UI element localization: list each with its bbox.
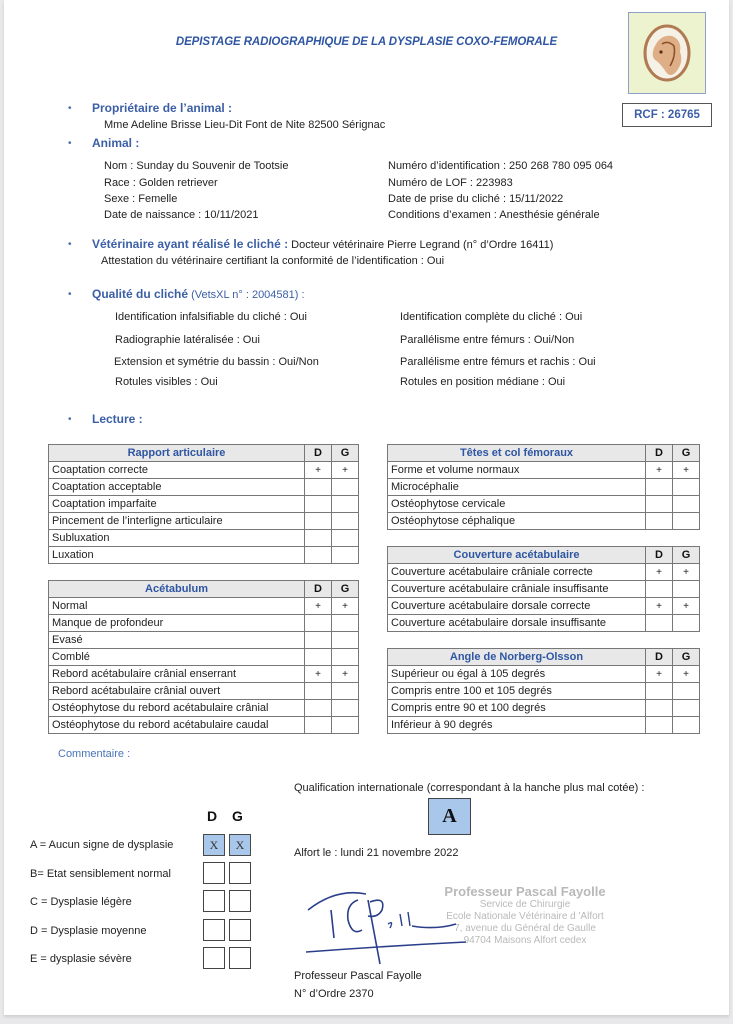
grade-b-g-checkbox[interactable] [229, 862, 251, 884]
col-g-header: G [332, 581, 359, 598]
surgery-stamp: Professeur Pascal Fayolle Service de Chirurgie Ecole Nationale Vétérinaire d 'Alfort 7, avenue du Général de Gaulle 94704 Maisons Alfort cedex [444, 884, 606, 946]
rcf-number-box: RCF : 26765 [622, 103, 712, 127]
col-d-header: D [646, 445, 673, 462]
grade-d-label: D = Dysplasie moyenne [30, 925, 147, 937]
table-row: Couverture acétabulaire dorsale insuffisante [388, 615, 700, 632]
table-row: Ostéophytose céphalique [388, 513, 700, 530]
acetabulum-table [48, 580, 359, 734]
grade-c-d-checkbox[interactable] [203, 890, 225, 912]
table-row: Coaptation imparfaite [49, 496, 359, 513]
quality-item: Rotules visibles : Oui [115, 376, 218, 388]
table-row: Coaptation acceptable [49, 479, 359, 496]
signatory-name: Professeur Pascal Fayolle [294, 970, 422, 982]
table-title: Rapport articulaire [49, 445, 305, 462]
vet-attestation: Attestation du vétérinaire certifiant la conformité de l’identification : Oui [101, 255, 445, 267]
table-title: Têtes et col fémoraux [388, 445, 646, 462]
quality-item: Identification complète du cliché : Oui [400, 311, 583, 323]
grade-b-d-checkbox[interactable] [203, 862, 225, 884]
col-d-header: D [305, 445, 332, 462]
dog-head-logo-icon [628, 12, 706, 94]
col-d-header: D [646, 547, 673, 564]
quality-heading: Qualité du cliché [92, 287, 189, 301]
comment-label: Commentaire : [58, 748, 131, 760]
table-row: Ostéophytose cervicale [388, 496, 700, 513]
table-row: Inférieur à 90 degrés [388, 717, 700, 734]
grade-a-g-checkbox[interactable]: X [229, 834, 251, 856]
table-row: Couverture acétabulaire dorsale correcte + + [388, 598, 700, 615]
table-row: Evasé [49, 632, 359, 649]
vet-heading: Vétérinaire ayant réalisé le cliché : [92, 237, 289, 251]
grade-d-d-checkbox[interactable] [203, 919, 225, 941]
bullet-icon: • [68, 414, 72, 425]
quality-item: Identification infalsifiable du cliché : Oui [115, 311, 307, 323]
bullet-icon: • [68, 239, 72, 250]
table-row: Coaptation correcte + + [49, 462, 359, 479]
animal-id-number: Numéro d’identification : 250 268 780 095 064 [388, 160, 614, 172]
signatory-order-number: N° d’Ordre 2370 [294, 988, 374, 1000]
table-row: Subluxation [49, 530, 359, 547]
quality-item: Rotules en position médiane : Oui [400, 376, 566, 388]
table-row: Supérieur ou égal à 105 degrés + + [388, 666, 700, 683]
table-row: Rebord acétabulaire crânial ouvert [49, 683, 359, 700]
owner-heading: Propriétaire de l’animal : [92, 101, 233, 115]
qualification-label: Qualification internationale (correspondant à la hanche plus mal cotée) : [294, 782, 645, 794]
signature-date: Alfort le : lundi 21 novembre 2022 [294, 847, 459, 859]
table-row: Compris entre 100 et 105 degrés [388, 683, 700, 700]
table-row: Comblé [49, 649, 359, 666]
table-row: Forme et volume normaux + + [388, 462, 700, 479]
norberg-olsson-table [387, 648, 700, 734]
col-g-header: G [673, 649, 700, 666]
table-title: Angle de Norberg-Olsson [388, 649, 646, 666]
vet-line [92, 237, 553, 251]
bullet-icon: • [68, 138, 72, 149]
table-row: Compris entre 90 et 100 degrés [388, 700, 700, 717]
rapport-articulaire-table [48, 444, 359, 564]
grade-d-g-checkbox[interactable] [229, 919, 251, 941]
table-title: Couverture acétabulaire [388, 547, 646, 564]
bullet-icon: • [68, 289, 72, 300]
animal-birthdate: Date de naissance : 10/11/2021 [104, 209, 259, 221]
animal-lof-number: Numéro de LOF : 223983 [388, 177, 513, 189]
exam-conditions: Conditions d’examen : Anesthésie générale [388, 209, 600, 221]
table-row: Normal + + [49, 598, 359, 615]
vet-value: Docteur vétérinaire Pierre Legrand (n° d’Ordre 16411) [291, 239, 554, 251]
table-row: Couverture acétabulaire crâniale insuffisante [388, 581, 700, 598]
grade-c-g-checkbox[interactable] [229, 890, 251, 912]
col-d-header: D [646, 649, 673, 666]
table-title: Acétabulum [49, 581, 305, 598]
table-row: Microcéphalie [388, 479, 700, 496]
bullet-icon: • [68, 103, 72, 114]
table-row: Luxation [49, 547, 359, 564]
table-row: Pincement de l’interligne articulaire [49, 513, 359, 530]
quality-line [92, 287, 305, 301]
table-row: Manque de profondeur [49, 615, 359, 632]
couverture-acetabulaire-table [387, 546, 700, 632]
document-title: DEPISTAGE RADIOGRAPHIQUE DE LA DYSPLASIE COXO-FEMORALE [175, 36, 558, 48]
animal-heading: Animal : [92, 136, 140, 150]
grade-b-label: B= Etat sensiblement normal [30, 868, 171, 880]
col-d-header: D [305, 581, 332, 598]
quality-item: Parallélisme entre fémurs et rachis : Oui [400, 356, 596, 368]
grade-col-d-header: D [207, 808, 218, 824]
grade-a-d-checkbox[interactable]: X [203, 834, 225, 856]
lecture-heading: Lecture : [92, 412, 143, 426]
table-row: Couverture acétabulaire crâniale correcte + + [388, 564, 700, 581]
col-g-header: G [673, 547, 700, 564]
quality-item: Radiographie latéralisée : Oui [115, 334, 260, 346]
owner-value: Mme Adeline Brisse Lieu-Dit Font de Nite 82500 Sérignac [104, 119, 386, 131]
handwritten-signature-icon [296, 880, 496, 970]
table-row: Ostéophytose du rebord acétabulaire caudal [49, 717, 359, 734]
table-row: Ostéophytose du rebord acétabulaire crânial [49, 700, 359, 717]
col-g-header: G [332, 445, 359, 462]
animal-breed: Race : Golden retriever [104, 177, 218, 189]
quality-item: Extension et symétrie du bassin : Oui/Non [114, 356, 319, 368]
grade-col-g-header: G [232, 808, 243, 824]
quality-item: Parallélisme entre fémurs : Oui/Non [400, 334, 575, 346]
quality-ref: (VetsXL n° : 2004581) : [191, 289, 305, 301]
international-grade-box: A [428, 798, 471, 835]
grade-e-d-checkbox[interactable] [203, 947, 225, 969]
grade-a-label: A = Aucun signe de dysplasie [30, 839, 174, 851]
table-row: Rebord acétabulaire crânial enserrant + + [49, 666, 359, 683]
grade-c-label: C = Dysplasie légère [30, 896, 132, 908]
grade-e-g-checkbox[interactable] [229, 947, 251, 969]
animal-sex: Sexe : Femelle [104, 193, 178, 205]
xray-date: Date de prise du cliché : 15/11/2022 [388, 193, 564, 205]
grade-e-label: E = dysplasie sévère [30, 953, 132, 965]
animal-name: Nom : Sunday du Souvenir de Tootsie [104, 160, 289, 172]
tetes-col-femoraux-table [387, 444, 700, 530]
col-g-header: G [673, 445, 700, 462]
